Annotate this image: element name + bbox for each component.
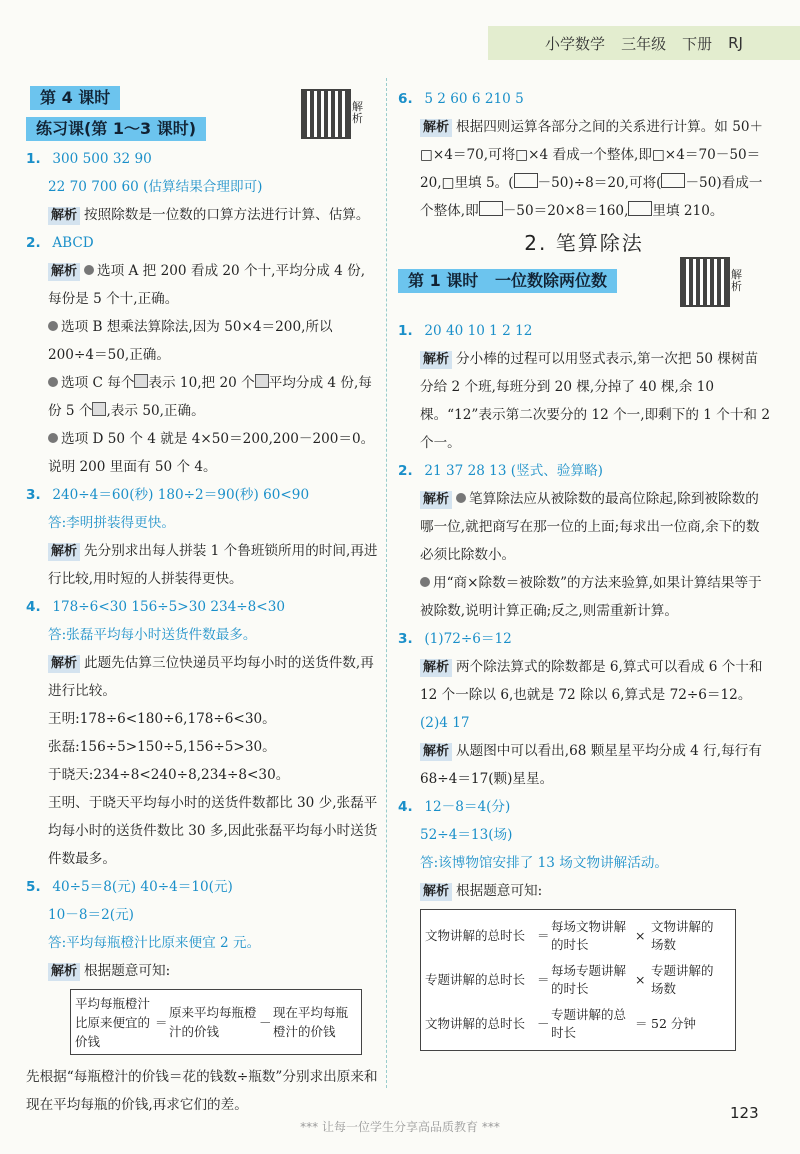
question-4 xyxy=(26,593,378,873)
analysis-text: 此题先估算三位快递员平均每小时的送货件数,再进行比较。 xyxy=(48,655,374,699)
answer: 40÷5＝8(元) 40÷4＝10(元) xyxy=(52,879,233,895)
question-4b xyxy=(398,793,770,1051)
answer: ABCD xyxy=(52,235,94,251)
answer: 52÷4＝13(场) xyxy=(420,827,513,843)
analysis-text: 按照除数是一位数的口算方法进行计算、估算。 xyxy=(84,207,370,223)
lesson-title: 第 1 课时 一位数除两位数 xyxy=(398,269,617,293)
question-5 xyxy=(26,873,378,1119)
lesson-heading xyxy=(26,85,378,145)
answer: 答:该博物馆安排了 13 场文物讲解活动。 xyxy=(420,855,669,871)
answer: 22 70 700 60 (估算结果合理即可) xyxy=(48,179,263,195)
footer-slogan: *** 让每一位学生分享高品质教育 *** xyxy=(300,1120,500,1134)
analysis-text: 里填 210。 xyxy=(652,203,724,219)
qr-code-icon[interactable] xyxy=(301,89,351,139)
equals-sign: ＝ xyxy=(155,1014,168,1030)
calc-line: 于晓天:234÷8<240÷8,234÷8<30。 xyxy=(48,767,290,783)
qr-code-icon[interactable] xyxy=(680,257,730,307)
answer: 答:平均每瓶橙汁比原来便宜 2 元。 xyxy=(48,935,261,951)
lesson-heading xyxy=(398,261,770,317)
lesson-subtitle: 练习课(第 1～3 课时) xyxy=(26,117,206,141)
square-icon xyxy=(255,374,269,388)
square-icon xyxy=(134,374,148,388)
answer: 20 40 10 1 2 12 xyxy=(424,323,533,339)
relation-box xyxy=(420,909,736,1051)
question-number: 4. xyxy=(398,799,413,815)
question-number: 3. xyxy=(398,631,413,647)
answer: 5 2 60 6 210 5 xyxy=(424,91,524,107)
analysis-tag: 解析 xyxy=(48,655,80,673)
answer: (1)72÷6＝12 xyxy=(424,631,512,647)
analysis-text: －50)÷8＝20,可将( xyxy=(537,175,662,191)
question-number: 6. xyxy=(398,91,413,107)
qr-label: 解析 xyxy=(352,100,363,125)
bulb-icon xyxy=(456,493,466,503)
minus-sign: － xyxy=(537,1016,550,1031)
answer: 240÷4＝60(秒) 180÷2＝90(秒) 60<90 xyxy=(52,487,310,503)
qr-label: 解析 xyxy=(731,268,742,293)
box-term: 专题讲解的总时长 xyxy=(551,1007,627,1040)
square-icon xyxy=(92,402,106,416)
times-sign: × xyxy=(635,928,646,943)
header-grade: 三年级 xyxy=(621,34,667,53)
column-divider xyxy=(386,78,387,1088)
box-icon xyxy=(479,201,503,216)
analysis-tag: 解析 xyxy=(420,491,452,509)
box-term: 专题讲解的总时长 xyxy=(425,972,526,987)
bulb-icon xyxy=(48,433,58,443)
analysis-text: 根据题意可知: xyxy=(456,883,543,899)
answer: 答:张磊平均每小时送货件数最多。 xyxy=(48,627,257,643)
calc-line: 王明:178÷6<180÷6,178÷6<30。 xyxy=(48,711,276,727)
box-icon xyxy=(661,173,685,188)
question-number: 1. xyxy=(398,323,413,339)
calc-conclusion: 王明、于晓天平均每小时的送货件数都比 30 少,张磊平均每小时的送货件数比 30 多,因此张磊平均每小时送货件数最多。 xyxy=(48,795,378,867)
question-number: 3. xyxy=(26,487,41,503)
question-2b xyxy=(398,457,770,625)
analysis-text: 根据四则运算各部分之间的关系进行计算。如 50＋□×4＝70,可将□×4 看成一个整体,即□×4＝70－50＝20,□里填 5。( xyxy=(420,119,764,191)
box-icon xyxy=(628,201,652,216)
option-a: 选项 A 把 200 看成 20 个十,平均分成 4 份,每份是 5 个十,正确。 xyxy=(48,263,366,307)
question-number: 2. xyxy=(26,235,41,251)
header-edition: RJ xyxy=(728,34,743,52)
question-number: 5. xyxy=(26,879,41,895)
right-column xyxy=(398,85,770,1051)
analysis-tag: 解析 xyxy=(420,743,452,761)
bulb-icon xyxy=(84,265,94,275)
analysis-tag: 解析 xyxy=(420,351,452,369)
box-term: 每场文物讲解的时长 xyxy=(551,919,627,952)
question-1b xyxy=(398,317,770,457)
analysis-tag: 解析 xyxy=(48,543,80,561)
analysis-text: －50)看成一个整体,即 xyxy=(420,175,763,219)
analysis-tag: 解析 xyxy=(420,883,452,901)
answer: 10－8＝2(元) xyxy=(48,907,134,923)
box-term: 现在平均每瓶橙汁的价钱 xyxy=(273,1005,349,1039)
question-1 xyxy=(26,145,378,229)
answer: 21 37 28 13 (竖式、验算略) xyxy=(424,463,603,479)
equals-sign: ＝ xyxy=(537,928,550,943)
answer: 178÷6<30 156÷5>30 234÷8<30 xyxy=(52,599,285,615)
option-c: 选项 C 每个 xyxy=(61,375,135,391)
page-number: 123 xyxy=(730,1104,759,1122)
analysis-text: 先分别求出每人拼装 1 个鲁班锁所用的时间,再进行比较,用时短的人拼装得更快。 xyxy=(48,543,378,587)
analysis-text: 分小棒的过程可以用竖式表示,第一次把 50 棵树苗分给 2 个班,每班分到 20 棵,分掉了 40 棵,余 10 棵。“12”表示第二次要分的 12 个一,即剩下的 1 个十和 2 个一。 xyxy=(420,351,770,451)
question-3b xyxy=(398,625,770,793)
analysis-tag: 解析 xyxy=(48,207,80,225)
option-b: 选项 B 想乘法算除法,因为 50×4＝200,所以 200÷4＝50,正确。 xyxy=(48,319,333,363)
bulb-icon xyxy=(420,577,430,587)
analysis-tag: 解析 xyxy=(420,659,452,677)
box-term: 文物讲解的总时长 xyxy=(425,1016,526,1031)
analysis-tag: 解析 xyxy=(48,963,80,981)
analysis-text: 用“商×除数＝被除数”的方法来验算,如果计算结果等于被除数,说明计算正确;反之,则需重新计算。 xyxy=(420,575,762,619)
answer: 答:李明拼装得更快。 xyxy=(48,515,175,531)
times-sign: × xyxy=(635,972,646,987)
answer: (2)4 17 xyxy=(420,715,470,731)
answer: 300 500 32 90 xyxy=(52,151,152,167)
equals-sign: ＝ xyxy=(537,972,550,987)
analysis-text: 根据题意可知: xyxy=(84,963,171,979)
header-subject: 小学数学 xyxy=(545,34,606,53)
section-title: 2. 笔算除法 xyxy=(524,231,644,255)
minus-sign: － xyxy=(259,1014,272,1030)
question-number: 2. xyxy=(398,463,413,479)
equals-sign: ＝ xyxy=(635,1016,648,1031)
question-number: 4. xyxy=(26,599,41,615)
header-term: 下册 xyxy=(682,34,713,53)
question-2 xyxy=(26,229,378,481)
analysis-tail: 先根据“每瓶橙汁的价钱＝花的钱数÷瓶数”分别求出原来和现在平均每瓶的价钱,再求它们的差。 xyxy=(26,1069,378,1113)
analysis-text: 笔算除法应从被除数的最高位除起,除到被除数的哪一位,就把商写在那一位的上面;每求出一位商,余下的数必须比除数小。 xyxy=(420,491,760,563)
box-term: 原来平均每瓶橙汁的价钱 xyxy=(169,1005,257,1039)
answer: 12－8＝4(分) xyxy=(424,799,511,815)
option-d: 选项 D 50 个 4 就是 4×50＝200,200－200＝0。说明 200 里面有 50 个 4。 xyxy=(48,431,375,475)
calc-line: 张磊:156÷5>150÷5,156÷5>30。 xyxy=(48,739,276,755)
question-number: 1. xyxy=(26,151,41,167)
question-3 xyxy=(26,481,378,593)
box-term: 52 分钟 xyxy=(651,1016,696,1031)
left-column xyxy=(26,85,378,1119)
analysis-text: －50＝20×8＝160, xyxy=(502,203,629,219)
question-6 xyxy=(398,85,770,225)
box-term: 文物讲解的场数 xyxy=(651,919,714,952)
analysis-text: 两个除法算式的除数都是 6,算式可以看成 6 个十和 12 个一除以 6,也就是 72 除以 6,算式是 72÷6＝12。 xyxy=(420,659,763,703)
box-icon xyxy=(514,173,538,188)
bulb-icon xyxy=(48,321,58,331)
analysis-tag: 解析 xyxy=(420,119,452,137)
option-c: ,表示 50,正确。 xyxy=(106,403,205,419)
option-c: 表示 10,把 20 个 xyxy=(148,375,255,391)
relation-box xyxy=(70,989,362,1055)
analysis-text: 从题图中可以看出,68 颗星星平均分成 4 行,每行有 68÷4＝17(颗)星星。 xyxy=(420,743,762,787)
box-term: 平均每瓶橙汁比原来便宜的价钱 xyxy=(75,995,151,1049)
box-term: 文物讲解的总时长 xyxy=(425,928,526,943)
lesson-title: 第 4 课时 xyxy=(30,86,120,110)
analysis-tag: 解析 xyxy=(48,263,80,281)
page-header xyxy=(488,26,800,60)
box-term: 每场专题讲解的时长 xyxy=(551,963,627,996)
option-c: 平均分成 4 份,每份 5 个 xyxy=(48,375,372,419)
box-term: 专题讲解的场数 xyxy=(651,963,714,996)
bulb-icon xyxy=(48,377,58,387)
